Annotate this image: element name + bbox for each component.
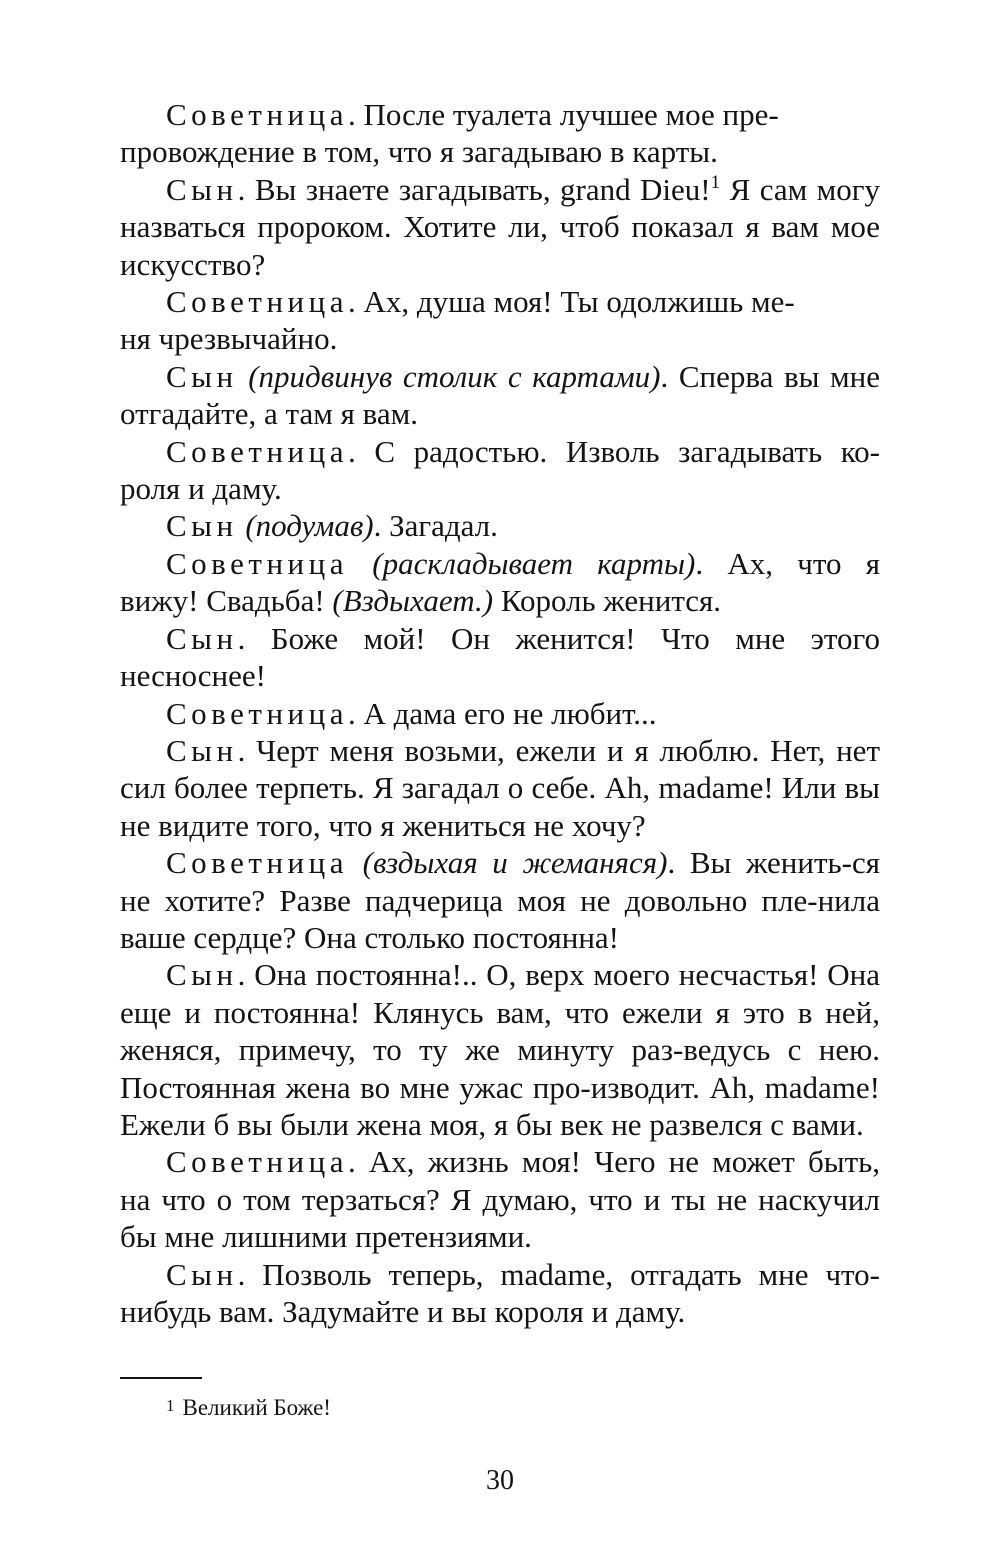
dialogue-text: Ах, душа моя! Ты одолжишь ме- — [363, 284, 795, 320]
paragraph: Советница (раскладывает карты). Ах, что я вижу! Свадьба! (Вздыхает.) Король женится. — [120, 545, 881, 619]
speaker-name: Советница — [166, 845, 348, 881]
paragraph: Сын. Боже мой! Он женится! Что мне этого несноснее! — [120, 620, 881, 694]
paragraph: Сын. Она постоянна!.. О, верх моего несчастья! Она еще и постоянна! Клянусь вам, что ежели я это в ней, женяся, примечу, то ту же минуту раз-ведусь с нею. Постоянная жена во мне ужас про-изводит. Ah, madame! Ежели б вы были жена моя, я бы век не развелся с вами. — [120, 957, 880, 1142]
speaker-name: Советница — [166, 284, 348, 320]
footnote-mark: 1 — [166, 1396, 175, 1415]
page-body — [120, 96, 880, 1330]
paragraph: Сын. Позволь теперь, madame, отгадать мне что-нибудь вам. Задумайте и вы короля и даму. — [120, 1256, 880, 1329]
speaker-name: Сын — [166, 508, 238, 544]
speaker-name: Сын — [166, 1256, 238, 1292]
dialogue-text: Она постоянна!.. О, верх моего несчастья! Она еще и постоянна! Клянусь вам, что ежели я это в ней, женяся, примечу, то ту же минуту раз-ведусь с нею. Постоянная жена во мне ужас про-изводит. Ah, madame! Ежели б вы были жена моя, я бы век не развелся с вами. — [120, 957, 880, 1142]
dialogue-text: ня чрезвычайно. — [120, 321, 338, 357]
footnote-reference: 1 — [710, 171, 721, 193]
speaker-name: Сын — [166, 620, 238, 656]
dialogue-text: провождение в том, что я загадываю в карты. — [120, 134, 718, 170]
dialogue-text: Загадал. — [389, 508, 498, 544]
dialogue-text: Боже мой! Он женится! Что мне этого несноснее! — [120, 620, 881, 694]
footnote-divider — [120, 1377, 202, 1379]
dialogue-text: Вы знаете загадывать, grand Dieu! — [254, 171, 711, 207]
dialogue-text: Ах, что я вижу! Свадьба! — [120, 545, 881, 619]
dialogue-text: Король женится. — [500, 583, 722, 619]
dialogue-text: Я сам могу назваться пророком. Хотите ли, чтоб показал я вам мое искусство? — [120, 171, 881, 282]
dialogue-text: Сперва вы мне отгадайте, а там я вам. — [120, 358, 881, 432]
page-number: 30 — [486, 1465, 514, 1496]
speaker-name: Советница — [166, 97, 348, 132]
paragraph: Советница. Ах, душа моя! Ты одолжишь ме- ня чрезвычайно. — [120, 284, 795, 357]
stage-direction: (раскладывает карты) — [372, 545, 696, 581]
speaker-name: Советница — [166, 1144, 348, 1180]
speaker-name: Сын — [166, 171, 238, 207]
dialogue-text: А дама его не любит... — [363, 695, 657, 731]
paragraph: Сын. Черт меня возьми, ежели и я люблю. Нет, нет сил более терпеть. Я загадал о себе. Ah, madame! Или вы не видите того, что я жениться не хочу? — [120, 732, 880, 843]
paragraph: Советница. А дама его не любит... — [166, 695, 657, 731]
stage-direction: (Вздыхает.) — [332, 583, 494, 619]
dialogue-text: Черт меня возьми, ежели и я люблю. Нет, нет сил более терпеть. Я загадал о себе. Ah, madame! Или вы не видите того, что я жениться не хочу? — [120, 732, 880, 843]
paragraph: Сын (подумав). Загадал. — [166, 508, 498, 544]
paragraph: Советница. После туалета лучшее мое пре- провождение в том, что я загадываю в карты. — [120, 97, 779, 170]
dialogue-text: Вы женить-ся не хотите? Разве падчерица моя не довольно пле-нила ваше сердце? Она столько постоянна! — [120, 845, 881, 955]
stage-direction: (подумав) — [245, 508, 374, 544]
stage-direction: (придвинув столик с картами) — [248, 358, 661, 394]
speaker-name: Сын — [166, 957, 238, 993]
paragraph: Сын (придвинув столик с картами). Сперва вы мне отгадайте, а там я вам. — [120, 358, 881, 432]
paragraph: Советница. С радостью. Изволь загадывать ко-роля и даму. — [120, 433, 881, 507]
stage-direction: (вздыхая и жеманяся) — [362, 845, 668, 881]
footnote-text: Великий Боже! — [182, 1395, 331, 1420]
dialogue-text: Ах, жизнь моя! Чего не может быть, на что о том терзаться? Я думаю, что и ты не наскучил бы мне лишними претензиями. — [120, 1144, 881, 1255]
dialogue-text: После туалета лучшее мое пре- — [363, 97, 779, 132]
paragraph: Советница. Ах, жизнь моя! Чего не может быть, на что о том терзаться? Я думаю, что и ты не наскучил бы мне лишними претензиями. — [120, 1144, 881, 1255]
dialogue-text: С радостью. Изволь загадывать ко-роля и даму. — [120, 433, 881, 507]
footnote — [166, 1392, 331, 1422]
paragraph: Сын. Вы знаете загадывать, grand Dieu!$^1$ Я сам могу назваться пророком. Хотите ли, чтоб показал я вам мое искусство? — [120, 171, 881, 282]
speaker-name: Советница — [166, 545, 348, 581]
dialogue-text: Позволь теперь, madame, отгадать мне что-нибудь вам. Задумайте и вы короля и даму. — [120, 1256, 880, 1329]
paragraph: Советница (вздыхая и жеманяся). Вы женить-ся не хотите? Разве падчерица моя не довольно пле-нила ваше сердце? Она столько постоянна! — [120, 845, 881, 955]
speaker-name: Сын — [166, 358, 238, 394]
speaker-name: Советница — [166, 433, 348, 469]
speaker-name: Советница — [166, 695, 348, 731]
speaker-name: Сын — [166, 732, 238, 768]
